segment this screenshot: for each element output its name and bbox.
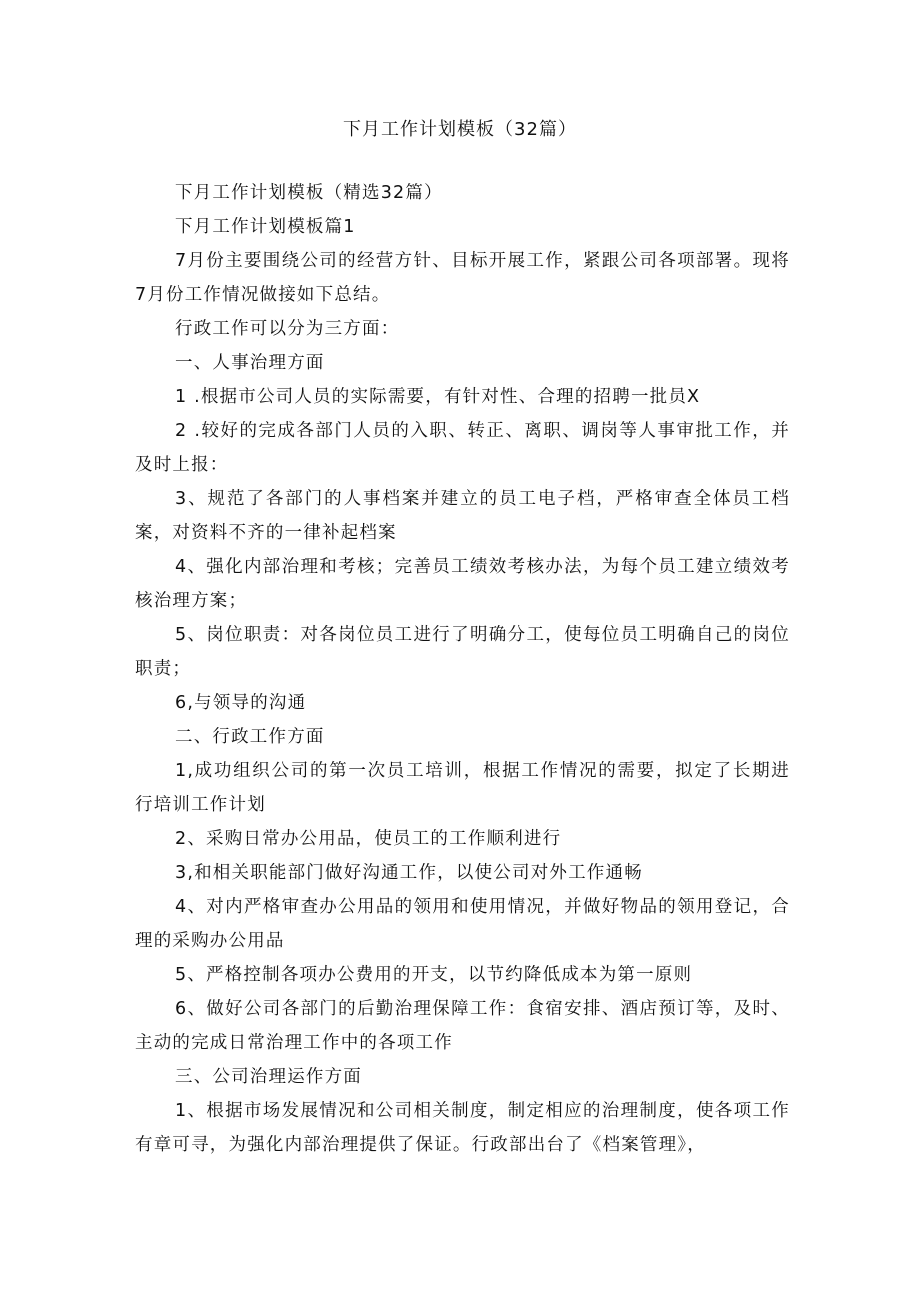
paragraph: 2 .较好的完成各部门人员的入职、转正、离职、调岗等人事审批工作，并及时上报： [135,421,790,475]
paragraph: 4、强化内部治理和考核；完善员工绩效考核办法，为每个员工建立绩效考核治理方案； [135,557,790,611]
paragraph: 5、岗位职责：对各岗位员工进行了明确分工，使每位员工明确自己的岗位职责； [135,625,790,679]
paragraph: 6,与领导的沟通 [175,693,307,713]
section-heading: 一、人事治理方面 [175,353,325,373]
paragraph: 2、采购日常办公用品，使员工的工作顺利进行 [175,829,562,849]
paragraph: 下月工作计划模板篇1 [175,217,356,237]
section-heading: 三、公司治理运作方面 [175,1067,362,1087]
paragraph: 6、做好公司各部门的后勤治理保障工作：食宿安排、酒店预订等，及时、主动的完成日常治理工作中的各项工作 [135,999,790,1053]
paragraph: 3,和相关职能部门做好沟通工作，以使公司对外工作通畅 [175,863,643,883]
document-body [135,176,790,1162]
paragraph: 行政工作可以分为三方面： [175,319,400,339]
paragraph: 7月份主要围绕公司的经营方针、目标开展工作，紧跟公司各项部署。现将7月份工作情况做接如下总结。 [135,251,790,305]
paragraph: 5、严格控制各项办公费用的开支，以节约降低成本为第一原则 [175,965,693,985]
paragraph: 1、根据市场发展情况和公司相关制度，制定相应的治理制度，使各项工作有章可寻，为强化内部治理提供了保证。行政部出台了《档案管理》， [135,1101,790,1155]
paragraph: 4、对内严格审查办公用品的领用和使用情况，并做好物品的领用登记，合理的采购办公用品 [135,897,790,951]
paragraph: 1,成功组织公司的第一次员工培训，根据工作情况的需要，拟定了长期进行培训工作计划 [135,761,790,815]
paragraph: 3、规范了各部门的人事档案并建立的员工电子档，严格审查全体员工档案，对资料不齐的一律补起档案 [135,489,790,543]
section-heading: 二、行政工作方面 [175,727,325,747]
document-title: 下月工作计划模板（32篇） [343,119,577,140]
paragraph: 1 .根据市公司人员的实际需要，有针对性、合理的招聘一批员X [175,387,701,407]
paragraph: 下月工作计划模板（精选32篇） [175,183,443,203]
